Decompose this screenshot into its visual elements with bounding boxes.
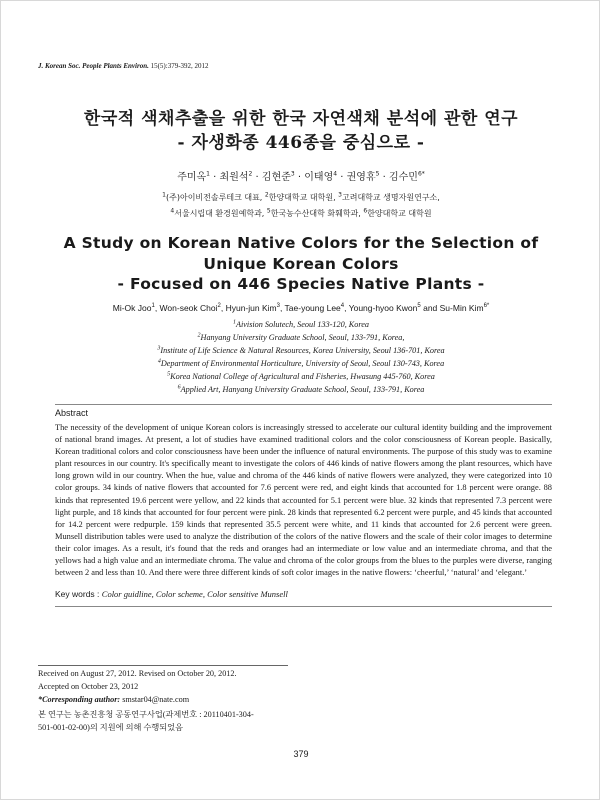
english-author: Tae-young Lee — [284, 303, 341, 313]
korean-author: 최원석 — [219, 172, 249, 183]
author-sup: 4 — [340, 303, 345, 310]
funding-note-line2: 501-001-02-00)의 지원에 의해 수행되었음 — [38, 723, 183, 732]
english-affiliation — [1, 385, 600, 394]
english-title-line1: A Study on Korean Native Colors for the Selection of — [63, 234, 539, 252]
affiliation-text: Institute of Life Science & Natural Resources, Korea University, Seoul 136-701, Korea — [160, 346, 445, 355]
funding-note-line1: 본 연구는 농촌진흥청 공동연구사업(과제번호 : 20110401-304- — [38, 710, 254, 719]
korean-title-line2: - 자생화종 446종을 중심으로 - — [177, 133, 425, 153]
author-sup: 6* — [483, 303, 490, 310]
affiliation-text: Korea National College of Agricultural and Fisheries, Hwasung 445-760, Korea — [170, 372, 435, 381]
affiliation: 고려대학교 생명자원연구소, — [342, 193, 440, 202]
keywords-label: Key words : — [55, 589, 102, 599]
author-sup: 1 — [206, 170, 210, 178]
keywords — [55, 589, 288, 599]
affiliation-text: Hanyang University Graduate School, Seoul, 133-791, Korea, — [200, 333, 405, 342]
aff-sup: 1 — [233, 319, 237, 326]
author-sup: 3 — [276, 303, 280, 310]
english-affiliation — [1, 346, 600, 355]
aff-sup: 2 — [264, 191, 269, 199]
english-authors: Mi-Ok Joo$^1$, Won-seok Choi$^2$, Hyun-jun Kim$^3$, Tae-young Lee$^4$, Young-hyoo Kwon$^5$ and Su-Min Kim$^{6*}$ — [112, 303, 490, 313]
journal-header — [38, 62, 209, 70]
affiliation: 한양대학교 대학원, — [268, 193, 339, 202]
english-title-line2: Unique Korean Colors — [203, 255, 399, 273]
author-sup: 3 — [290, 170, 295, 178]
author-sup: 2 — [217, 303, 221, 310]
footnote-rule — [38, 665, 288, 666]
author-sup: 2 — [248, 170, 253, 178]
aff-sup: 4 — [170, 207, 175, 215]
author-sup: 5 — [375, 170, 380, 178]
korean-author: 김수민 — [388, 172, 418, 183]
english-author: Su-Min Kim — [439, 303, 484, 313]
english-author: Hyun-jun Kim — [225, 303, 277, 313]
affiliation-text: Applied Art, Hanyang University Graduate School, Seoul, 133-791, Korea — [180, 385, 425, 394]
english-author: Mi-Ok Joo — [112, 303, 152, 313]
abstract-body: The necessity of the development of unique Korean colors is increasingly stressed to accelerate our cultural identity building and the improvement of national brand images. At present, a lot of studies have examined traditional colors and the color consciousness of Korean people. Basically, Korean traditional colors and color consciousness have been under the influence of natural environments. The purpose of this study was to examine plant resources in our country. It's specifically meant to investigate the colors of 446 kinds of native flowers among the plant resources, which have long grown wild in our country. When the hue, value and chroma of the 446 kinds of native flowers were analyzed, they were categorized into 10 color groups. 34 kinds of native flowers that accounted for 7.6 percent were red, and eight kinds that accounted for 1.8 percent were orange. 88 kinds that represented 19.6 percent were yellow, and 22 kinds that accounted for 5.1 percent were blue. 32 kinds that represented 7.3 percent were light purple, and 18 kinds that accounted for four percent were pink. 28 kinds that represented 6.2 percent were purple, and 45 kinds that accounted for 14.2 percent were redpurple. 159 kinds that represented 35.5 percent were white, and 11 kinds that accounted for 2.6 percent were green. Munsell distribution tables were used to analyze the distribution of the colors of the native flowers and the scale of their color images to determine their color images. As a result, it's found that the reds and oranges had an intermediate or low value and an intermediate chroma, and that the yellows had a high value and an intermediate chroma. The value and chroma of the color groups from the blues to the purples were diverse, ranging between 2 and less than 10. And there were three different kinds of soft color images in the native flowers: ‘cheerful,’ ‘natural’ and ‘elegant.’ — [55, 423, 552, 578]
abstract-bottom-rule — [55, 606, 552, 607]
author-sup: 5 — [417, 303, 421, 310]
aff-sup: 3 — [157, 345, 161, 352]
english-affiliation — [1, 372, 600, 381]
affiliation: 한양대학교 대학원 — [367, 209, 432, 218]
author-sup: 1 — [151, 303, 155, 310]
journal-name: J. Korean Soc. People Plants Environ. — [38, 62, 149, 70]
accepted-date: Accepted on October 23, 2012 — [38, 682, 139, 691]
aff-sup: 5 — [167, 371, 171, 378]
corresponding-label: *Corresponding author: — [38, 695, 121, 704]
affiliation: 서울시립대 환경원예학과, — [174, 209, 267, 218]
english-affiliation — [1, 320, 600, 329]
aff-sup: 4 — [157, 358, 161, 365]
english-author: Won-seok Choi — [159, 303, 218, 313]
english-affiliation — [1, 333, 600, 342]
corresponding-author — [38, 695, 189, 704]
korean-author: 권영휴 — [346, 172, 376, 183]
aff-sup: 1 — [162, 191, 166, 199]
aff-sup: 2 — [197, 332, 201, 339]
affiliation-text: Aivision Solutech, Seoul 133-120, Korea — [236, 320, 369, 329]
english-affiliation — [1, 359, 600, 368]
korean-affiliations-line1 — [1, 192, 600, 203]
aff-sup: 6 — [363, 207, 368, 215]
abstract-heading: Abstract — [55, 408, 89, 418]
page-number: 379 — [293, 749, 309, 759]
aff-sup: 3 — [338, 191, 342, 199]
aff-sup: 6 — [177, 384, 181, 391]
abstract-top-rule — [55, 404, 552, 405]
korean-author: 김현준 — [261, 172, 291, 183]
keywords-values: Color guidline, Color scheme, Color sensitive Munsell — [101, 589, 288, 599]
korean-affiliations-line2 — [1, 208, 600, 219]
affiliation: 한국농수산대학 화훼학과, — [270, 209, 364, 218]
affiliation: (주)아이비전솔루테크 대표, — [166, 193, 265, 202]
korean-authors: 주미옥$^1$ · 최원석$^2$ · 김현준$^3$ · 이태영$^4$ · 권영휴$^5$ · 김수민$^{6*}$ — [177, 170, 425, 183]
received-date: Received on August 27, 2012. Revised on October 20, 2012. — [38, 669, 237, 678]
author-sup: 6* — [417, 170, 425, 178]
english-title-line3: - Focused on 446 Species Native Plants - — [117, 275, 485, 293]
journal-volume: 15(5):379-392, 2012 — [148, 62, 209, 70]
aff-sup: 5 — [266, 207, 271, 215]
korean-title-line1: 한국적 색채추출을 위한 한국 자연색채 분석에 관한 연구 — [83, 109, 519, 129]
author-sup: 4 — [333, 170, 338, 178]
corresponding-email: smstar04@nate.com — [120, 695, 190, 704]
affiliation-text: Department of Environmental Horticulture, University of Seoul, Seoul 130-743, Korea — [160, 359, 445, 368]
english-author: Young-hyoo Kwon — [348, 303, 418, 313]
korean-author: 주미옥 — [177, 172, 207, 183]
korean-author: 이태영 — [304, 172, 334, 183]
